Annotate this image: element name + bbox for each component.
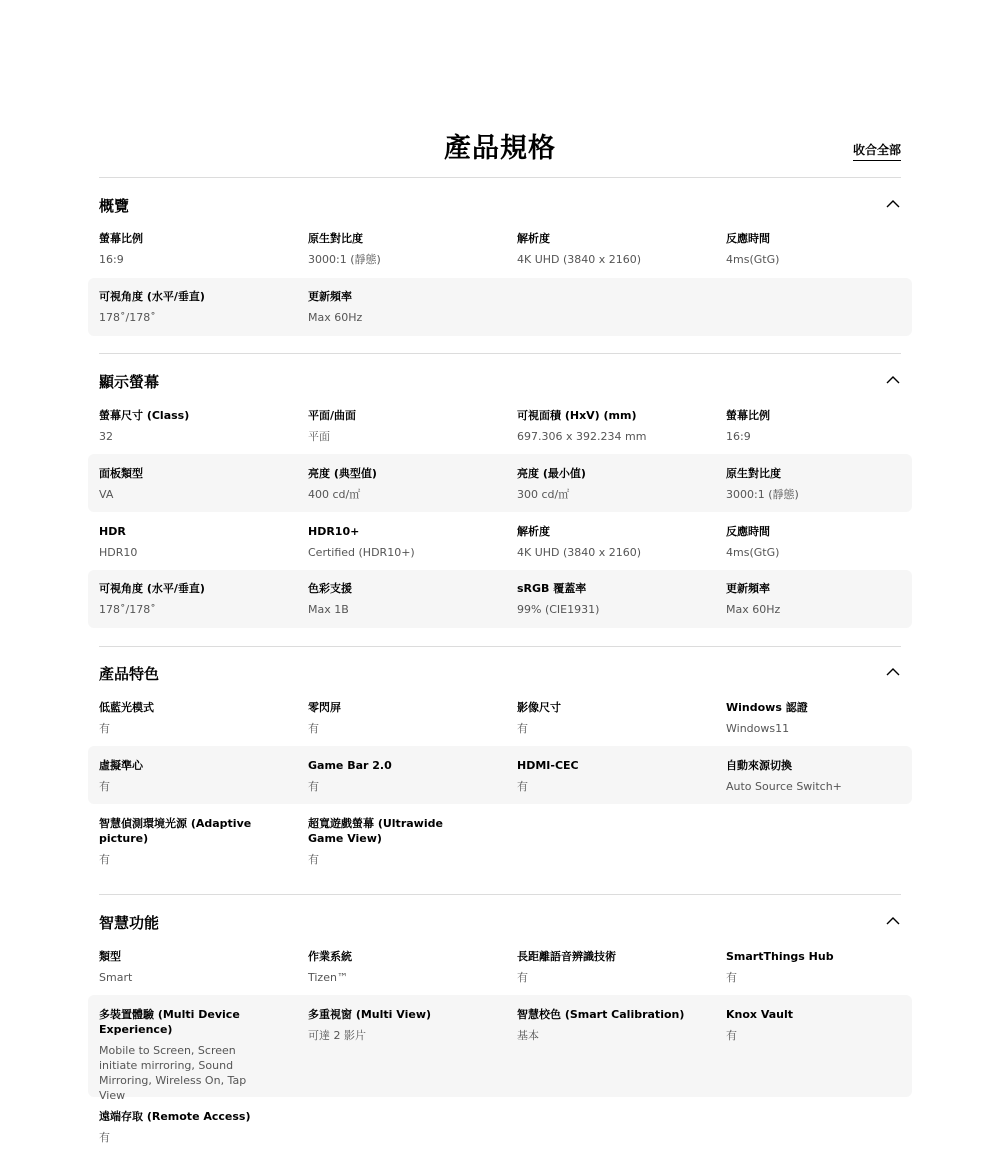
spec-item: [308, 1007, 498, 1043]
spec-item: [308, 816, 478, 867]
spec-item: [99, 758, 289, 794]
spec-label: 零閃屏: [308, 701, 341, 714]
spec-item: [517, 581, 707, 617]
spec-label: 智慧偵測環境光源 (Adaptive picture): [99, 817, 252, 845]
chevron-up-icon[interactable]: [885, 374, 901, 386]
spec-value: 有: [99, 780, 110, 793]
spec-label: Knox Vault: [726, 1008, 794, 1021]
header-divider: [99, 177, 901, 178]
spec-value: 有: [99, 853, 110, 866]
spec-label: 平面/曲面: [308, 409, 357, 422]
spec-item: [726, 524, 916, 560]
spec-label: 多裝置體驗 (Multi Device Experience): [99, 1008, 240, 1036]
section-title-smart[interactable]: 智慧功能: [99, 914, 160, 932]
spec-value: 178˚/178˚: [99, 603, 156, 616]
spec-label: 影像尺寸: [517, 701, 561, 714]
spec-label: 亮度 (最小值): [517, 467, 586, 480]
section-title-overview[interactable]: 概覽: [99, 197, 130, 215]
spec-label: 可視面積 (HxV) (mm): [517, 409, 637, 422]
spec-value: HDR10: [99, 546, 138, 559]
spec-value: 基本: [517, 1029, 539, 1042]
spec-label: 反應時間: [726, 525, 770, 538]
spec-label: 面板類型: [99, 467, 143, 480]
spec-label: 螢幕比例: [726, 409, 770, 422]
spec-label: 螢幕尺寸 (Class): [99, 409, 190, 422]
spec-item: [517, 700, 707, 736]
spec-label: 智慧校色 (Smart Calibration): [517, 1008, 685, 1021]
spec-label: 可視角度 (水平/垂直): [99, 582, 205, 595]
spec-item: [517, 466, 707, 502]
spec-label: 長距離語音辨識技術: [517, 950, 616, 963]
spec-item: [726, 231, 916, 267]
spec-value: 16:9: [99, 253, 124, 266]
spec-label: 更新頻率: [308, 290, 352, 303]
spec-value: 有: [517, 780, 528, 793]
spec-item: [517, 949, 707, 985]
chevron-up-icon[interactable]: [885, 666, 901, 678]
spec-item: [308, 524, 498, 560]
spec-value: 3000:1 (靜態): [308, 253, 381, 266]
spec-value: 16:9: [726, 430, 751, 443]
spec-label: 亮度 (典型值): [308, 467, 377, 480]
spec-label: 低藍光模式: [99, 701, 154, 714]
spec-item: [99, 1109, 289, 1145]
spec-value: 有: [99, 1131, 110, 1144]
spec-item: [308, 289, 498, 325]
spec-label: sRGB 覆蓋率: [517, 582, 587, 595]
spec-label: 更新頻率: [726, 582, 770, 595]
section-divider: [99, 894, 901, 895]
spec-label: 解析度: [517, 232, 550, 245]
spec-value: Auto Source Switch+: [726, 780, 842, 793]
spec-label: 解析度: [517, 525, 550, 538]
spec-value: Smart: [99, 971, 133, 984]
spec-label: HDMI-CEC: [517, 759, 579, 772]
spec-item: [308, 700, 498, 736]
spec-item: [726, 700, 916, 736]
spec-value: Certified (HDR10+): [308, 546, 415, 559]
spec-item: [99, 816, 269, 867]
spec-value: 3000:1 (靜態): [726, 488, 799, 501]
spec-item: [99, 524, 289, 560]
spec-value: 有: [308, 780, 319, 793]
spec-label: 類型: [99, 950, 121, 963]
spec-value: 697.306 x 392.234 mm: [517, 430, 647, 443]
spec-value: 32: [99, 430, 113, 443]
spec-item: [308, 466, 498, 502]
spec-item: [726, 466, 916, 502]
spec-item: [726, 758, 916, 794]
spec-label: 反應時間: [726, 232, 770, 245]
spec-value: 平面: [308, 430, 330, 443]
spec-label: SmartThings Hub: [726, 950, 834, 963]
spec-value: 4ms(GtG): [726, 253, 780, 266]
spec-item: [99, 408, 289, 444]
spec-item: [99, 700, 289, 736]
spec-value: Windows11: [726, 722, 790, 735]
spec-item: [726, 581, 916, 617]
spec-label: 遠端存取 (Remote Access): [99, 1110, 251, 1123]
section-divider: [99, 646, 901, 647]
spec-item: [517, 758, 707, 794]
spec-value: Max 60Hz: [308, 311, 363, 324]
spec-value: Tizen™: [308, 971, 348, 984]
spec-value: 有: [726, 1029, 737, 1042]
spec-value: 有: [517, 722, 528, 735]
spec-label: 作業系統: [308, 950, 352, 963]
spec-item: [726, 408, 916, 444]
spec-item: [99, 231, 289, 267]
section-title-display[interactable]: 顯示螢幕: [99, 373, 160, 391]
spec-item: [517, 231, 707, 267]
spec-item: [308, 408, 498, 444]
spec-value: 300 cd/㎡: [517, 488, 570, 501]
spec-item: [308, 949, 498, 985]
spec-value: 可達 2 影片: [308, 1029, 366, 1042]
spec-label: 虛擬準心: [99, 759, 143, 772]
section-title-features[interactable]: 產品特色: [99, 665, 160, 683]
spec-item: [99, 581, 289, 617]
spec-label: HDR: [99, 525, 126, 538]
spec-label: 螢幕比例: [99, 232, 143, 245]
spec-value: 99% (CIE1931): [517, 603, 600, 616]
spec-label: 可視角度 (水平/垂直): [99, 290, 205, 303]
spec-label: Windows 認證: [726, 701, 808, 714]
spec-item: [517, 1007, 707, 1043]
spec-label: 多重視窗 (Multi View): [308, 1008, 432, 1021]
spec-value: 4ms(GtG): [726, 546, 780, 559]
spec-item: [517, 408, 707, 444]
spec-value: 4K UHD (3840 x 2160): [517, 546, 642, 559]
spec-item: [99, 1007, 269, 1103]
spec-item: [99, 949, 289, 985]
spec-value: 有: [99, 722, 110, 735]
spec-item: [99, 289, 289, 325]
chevron-up-icon[interactable]: [885, 198, 901, 210]
spec-item: [99, 466, 289, 502]
chevron-up-icon[interactable]: [885, 915, 901, 927]
page-title: 產品規格: [444, 133, 556, 164]
spec-value: 有: [308, 853, 319, 866]
spec-label: 原生對比度: [726, 467, 781, 480]
spec-value: 400 cd/㎡: [308, 488, 361, 501]
spec-item: [308, 231, 498, 267]
spec-label: 原生對比度: [308, 232, 363, 245]
spec-value: Max 1B: [308, 603, 349, 616]
spec-value: Max 60Hz: [726, 603, 781, 616]
spec-item: [726, 1007, 916, 1043]
section-divider: [99, 353, 901, 354]
spec-item: [726, 949, 916, 985]
spec-value: 有: [726, 971, 737, 984]
collapse-all-link[interactable]: 收合全部: [853, 141, 901, 161]
spec-value: VA: [99, 488, 114, 501]
spec-label: 自動來源切換: [726, 759, 792, 772]
spec-value: 有: [517, 971, 528, 984]
spec-value: 有: [308, 722, 319, 735]
spec-label: 色彩支援: [308, 582, 352, 595]
spec-item: [308, 581, 498, 617]
spec-item: [517, 524, 707, 560]
spec-value: 178˚/178˚: [99, 311, 156, 324]
spec-item: [308, 758, 498, 794]
spec-label: 超寬遊戲螢幕 (Ultrawide Game View): [308, 817, 443, 845]
spec-value: Mobile to Screen, Screen initiate mirroring, Sound Mirroring, Wireless On, Tap View: [99, 1044, 247, 1102]
spec-label: Game Bar 2.0: [308, 759, 392, 772]
spec-value: 4K UHD (3840 x 2160): [517, 253, 642, 266]
spec-label: HDR10+: [308, 525, 360, 538]
